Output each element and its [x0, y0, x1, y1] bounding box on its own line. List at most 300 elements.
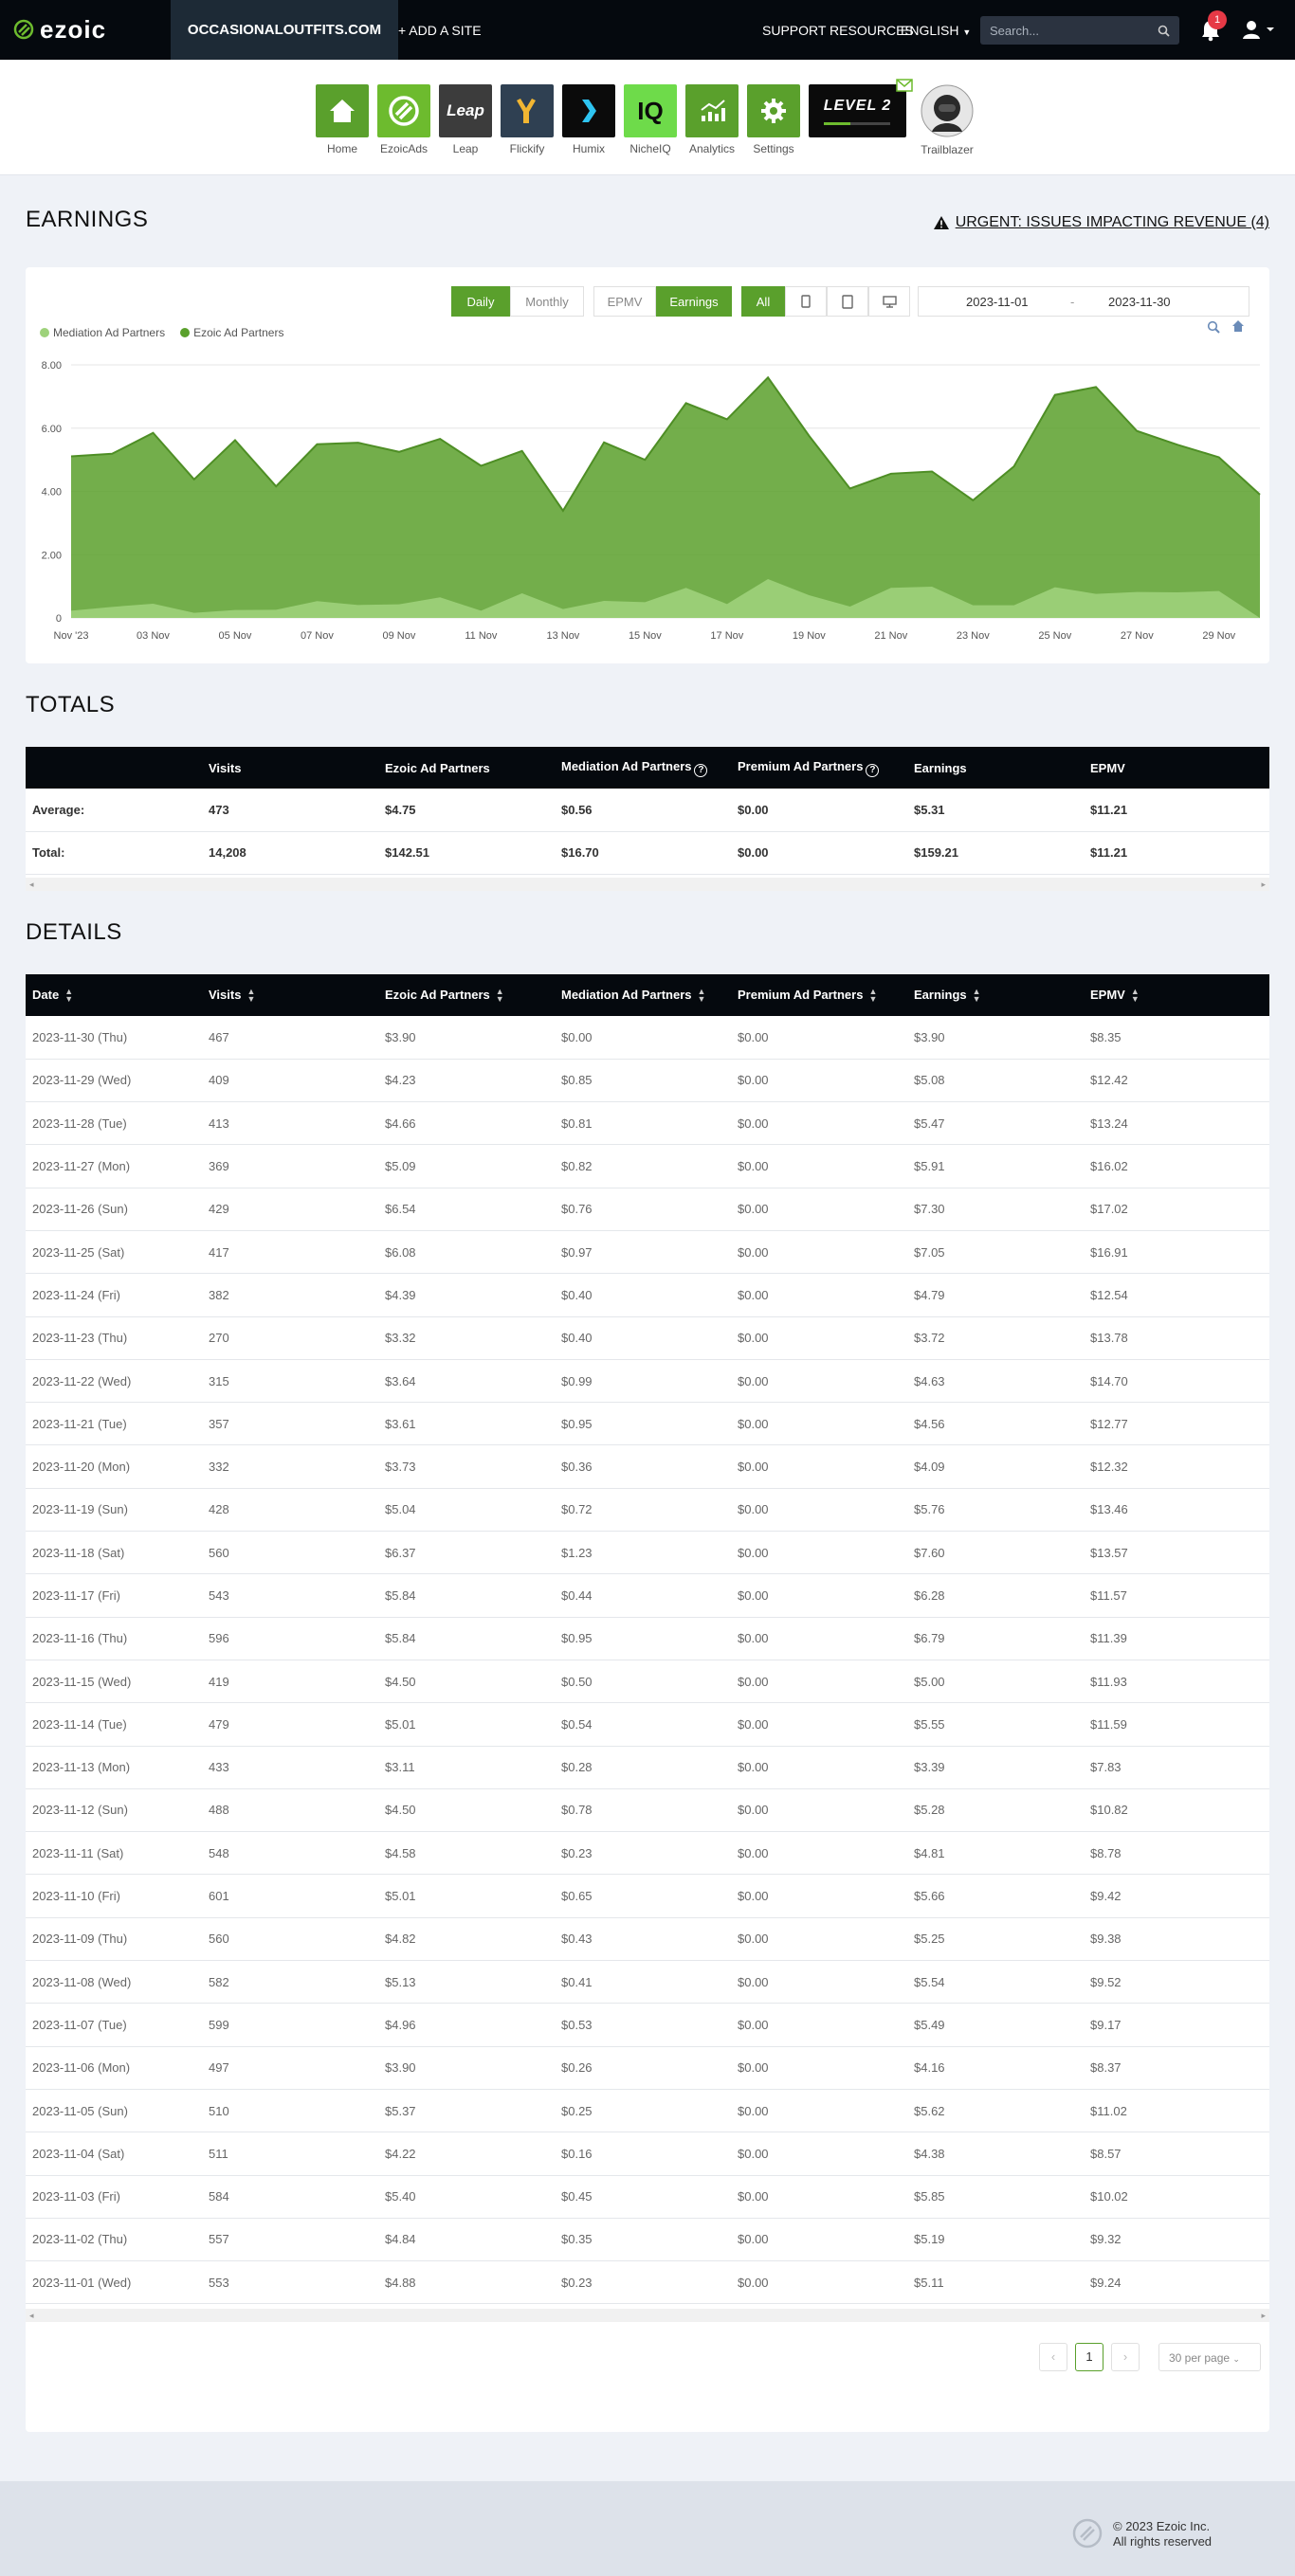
table-cell: $0.00: [731, 1403, 907, 1445]
monthly-toggle[interactable]: Monthly: [510, 286, 584, 317]
table-cell: 557: [202, 2218, 378, 2260]
table-row: [26, 2046, 1269, 2089]
app-label: NicheIQ: [629, 142, 671, 155]
table-row: [26, 1016, 1269, 1059]
desktop-toggle[interactable]: [868, 286, 910, 317]
totals-cell: $5.31: [907, 789, 1084, 831]
table-cell: $0.00: [731, 1230, 907, 1273]
table-cell: $0.65: [555, 1875, 731, 1917]
ezoic-ads-icon: [377, 84, 430, 137]
table-cell: $5.08: [907, 1059, 1084, 1101]
table-cell: $0.97: [555, 1230, 731, 1273]
table-cell: $5.47: [907, 1102, 1084, 1145]
sort-icon[interactable]: ▲ ▼: [495, 987, 504, 1005]
table-cell: 488: [202, 1788, 378, 1831]
y-tick-label: 0: [55, 613, 62, 625]
table-cell: $0.16: [555, 2132, 731, 2175]
table-row: [26, 1532, 1269, 1574]
table-cell: 2023-11-27 (Mon): [26, 1145, 202, 1188]
totals-cell: 14,208: [202, 831, 378, 874]
urgent-issues-link[interactable]: [933, 214, 1269, 231]
chart-legend: [40, 326, 283, 339]
nicheiq-icon-text: IQ: [637, 96, 664, 125]
table-cell: 543: [202, 1574, 378, 1617]
table-cell: 382: [202, 1274, 378, 1316]
table-cell: $7.05: [907, 1230, 1084, 1273]
epmv-toggle[interactable]: EPMV: [593, 286, 656, 317]
y-tick-label: 4.00: [41, 486, 62, 499]
details-horizontal-scrollbar[interactable]: [26, 2309, 1269, 2322]
details-header-col-3[interactable]: [555, 974, 731, 1016]
table-cell: 2023-11-02 (Thu): [26, 2218, 202, 2260]
app-label: Settings: [753, 142, 794, 155]
table-cell: $0.50: [555, 1660, 731, 1702]
table-row: [26, 2132, 1269, 2175]
all-devices-toggle[interactable]: All: [741, 286, 785, 317]
table-cell: 315: [202, 1359, 378, 1402]
table-cell: $0.28: [555, 1746, 731, 1788]
legend-label: Ezoic Ad Partners: [193, 326, 284, 339]
table-cell: $0.00: [731, 1274, 907, 1316]
table-cell: $3.11: [378, 1746, 555, 1788]
support-resources-link[interactable]: SUPPORT RESOURCES: [762, 23, 914, 38]
app-label: Humix: [572, 142, 605, 155]
level-badge[interactable]: [809, 84, 906, 137]
table-cell: 511: [202, 2132, 378, 2175]
totals-cell: $16.70: [555, 831, 731, 874]
table-cell: $0.00: [731, 1102, 907, 1145]
table-cell: 433: [202, 1746, 378, 1788]
totals-cell: 473: [202, 789, 378, 831]
totals-header-visits: Visits: [202, 747, 378, 789]
table-row: [26, 1403, 1269, 1445]
totals-header-earnings: Earnings: [907, 747, 1084, 789]
series-area-ezoic-ad-partners: [71, 377, 1260, 618]
table-cell: $0.99: [555, 1359, 731, 1402]
table-cell: $5.01: [378, 1875, 555, 1917]
mobile-icon: [801, 295, 811, 308]
earnings-title: EARNINGS: [26, 207, 149, 232]
table-row: [26, 1917, 1269, 1960]
table-cell: 560: [202, 1917, 378, 1960]
next-page-button[interactable]: ›: [1111, 2343, 1140, 2371]
leap-icon: [439, 84, 492, 137]
table-cell: 409: [202, 1059, 378, 1101]
table-cell: 2023-11-21 (Tue): [26, 1403, 202, 1445]
table-cell: 2023-11-08 (Wed): [26, 1961, 202, 2004]
chevron-down-icon: ⌄: [1232, 2354, 1240, 2364]
table-cell: 2023-11-09 (Thu): [26, 1917, 202, 1960]
table-cell: $0.23: [555, 1832, 731, 1875]
table-cell: $0.00: [731, 1488, 907, 1531]
header-label: Earnings: [914, 987, 967, 1002]
header-label: Ezoic Ad Partners: [385, 987, 490, 1002]
scroll-right-icon[interactable]: ▸: [1261, 880, 1266, 889]
reset-zoom-home-icon[interactable]: [1231, 319, 1245, 333]
table-cell: 417: [202, 1230, 378, 1273]
table-cell: $5.62: [907, 2089, 1084, 2132]
table-row: [26, 1230, 1269, 1273]
sort-icon[interactable]: ▲ ▼: [64, 987, 74, 1005]
legend-item-mediation[interactable]: [40, 326, 165, 339]
table-row: [26, 1660, 1269, 1702]
table-cell: $3.61: [378, 1403, 555, 1445]
table-cell: 2023-11-19 (Sun): [26, 1488, 202, 1531]
table-row: [26, 2261, 1269, 2304]
zoom-icon[interactable]: [1207, 320, 1220, 334]
totals-header-blank: [26, 747, 202, 789]
table-cell: $9.17: [1084, 2004, 1269, 2046]
table-cell: $8.37: [1084, 2046, 1269, 2089]
totals-header-premium: [731, 747, 907, 789]
table-cell: 2023-11-24 (Fri): [26, 1274, 202, 1316]
help-icon[interactable]: ?: [694, 764, 707, 777]
tablet-icon: [842, 295, 853, 309]
table-row: [26, 1617, 1269, 1660]
totals-cell: Average:: [26, 789, 202, 831]
table-cell: $8.57: [1084, 2132, 1269, 2175]
table-cell: $0.00: [731, 2261, 907, 2304]
totals-cell: $159.21: [907, 831, 1084, 874]
table-cell: $8.35: [1084, 1016, 1269, 1059]
table-cell: 2023-11-17 (Fri): [26, 1574, 202, 1617]
totals-header-ezoic: Ezoic Ad Partners: [378, 747, 555, 789]
table-cell: $11.02: [1084, 2089, 1269, 2132]
details-header-col-4[interactable]: [731, 974, 907, 1016]
mobile-toggle[interactable]: [785, 286, 827, 317]
details-table: [26, 974, 1269, 2304]
trailblazer-label: Trailblazer: [921, 143, 974, 156]
table-row: [26, 1574, 1269, 1617]
language-label: ENGLISH: [901, 23, 959, 38]
table-cell: 2023-11-13 (Mon): [26, 1746, 202, 1788]
table-cell: $0.43: [555, 1917, 731, 1960]
totals-cell: $142.51: [378, 831, 555, 874]
totals-header-epmv: EPMV: [1084, 747, 1269, 789]
table-cell: $5.00: [907, 1660, 1084, 1702]
table-row: [26, 1316, 1269, 1359]
table-cell: $0.78: [555, 1788, 731, 1831]
caret-down-icon: ▼: [962, 27, 972, 37]
scroll-left-icon[interactable]: ◂: [29, 2311, 34, 2320]
date-range-picker[interactable]: [918, 286, 1249, 317]
table-cell: $6.54: [378, 1188, 555, 1230]
table-row: [26, 1102, 1269, 1145]
table-row: [26, 2004, 1269, 2046]
table-cell: $8.78: [1084, 1832, 1269, 1875]
x-tick-label: 23 Nov: [956, 630, 990, 642]
details-header-col-5[interactable]: [907, 974, 1084, 1016]
header-label: Premium Ad Partners: [738, 758, 864, 773]
table-cell: 2023-11-01 (Wed): [26, 2261, 202, 2304]
table-row: [26, 1059, 1269, 1101]
home-icon: [316, 84, 369, 137]
y-tick-label: 2.00: [41, 550, 62, 562]
table-cell: $5.76: [907, 1488, 1084, 1531]
table-cell: $0.00: [555, 1016, 731, 1059]
table-cell: 2023-11-25 (Sat): [26, 1230, 202, 1273]
table-cell: 2023-11-23 (Thu): [26, 1316, 202, 1359]
table-row: [26, 1788, 1269, 1831]
earnings-toggle[interactable]: Earnings: [656, 286, 732, 317]
table-cell: $5.25: [907, 1917, 1084, 1960]
table-cell: 2023-11-28 (Tue): [26, 1102, 202, 1145]
help-icon[interactable]: ?: [866, 764, 879, 777]
table-row: [26, 2175, 1269, 2218]
app-label: Analytics: [688, 142, 736, 155]
table-row: [26, 1445, 1269, 1488]
x-tick-label: 05 Nov: [218, 630, 252, 642]
date-separator: -: [1070, 295, 1075, 309]
table-cell: $0.76: [555, 1188, 731, 1230]
table-cell: $5.91: [907, 1145, 1084, 1188]
table-cell: $5.19: [907, 2218, 1084, 2260]
table-cell: $11.57: [1084, 1574, 1269, 1617]
scroll-left-icon[interactable]: ◂: [29, 880, 34, 889]
app-nicheiq[interactable]: [624, 84, 677, 155]
x-tick-label: 07 Nov: [301, 630, 334, 642]
table-cell: $4.56: [907, 1403, 1084, 1445]
totals-table: [26, 747, 1269, 875]
totals-horizontal-scrollbar[interactable]: [26, 878, 1269, 891]
prev-page-button[interactable]: ‹: [1039, 2343, 1067, 2371]
table-cell: $4.16: [907, 2046, 1084, 2089]
table-cell: 2023-11-12 (Sun): [26, 1788, 202, 1831]
table-cell: $3.32: [378, 1316, 555, 1359]
table-cell: 2023-11-15 (Wed): [26, 1660, 202, 1702]
ezoic-logo[interactable]: [13, 17, 106, 42]
x-tick-label: 09 Nov: [382, 630, 416, 642]
table-cell: $0.00: [731, 1660, 907, 1702]
app-label: Home: [326, 142, 357, 155]
table-cell: 599: [202, 2004, 378, 2046]
table-cell: $0.00: [731, 1961, 907, 2004]
search-input[interactable]: Search...: [990, 23, 1040, 38]
language-dropdown[interactable]: [901, 23, 971, 38]
totals-cell: $4.75: [378, 789, 555, 831]
header-label: Mediation Ad Partners: [561, 987, 692, 1002]
table-cell: 2023-11-30 (Thu): [26, 1016, 202, 1059]
level-text: LEVEL 2: [823, 98, 892, 114]
app-label: Leap: [452, 142, 479, 155]
table-cell: $0.00: [731, 1532, 907, 1574]
user-menu[interactable]: [1242, 19, 1276, 43]
site-selector[interactable]: OCCASIONALOUTFITS.COM: [171, 0, 398, 60]
table-cell: 2023-11-14 (Tue): [26, 1703, 202, 1746]
per-page-select[interactable]: [1158, 2343, 1261, 2371]
table-cell: 2023-11-20 (Mon): [26, 1445, 202, 1488]
x-tick-label: 13 Nov: [546, 630, 580, 642]
nicheiq-icon: [624, 84, 677, 137]
sort-icon[interactable]: ▲ ▼: [868, 987, 878, 1005]
table-cell: 2023-11-16 (Thu): [26, 1617, 202, 1660]
date-to[interactable]: 2023-11-30: [1108, 295, 1171, 309]
totals-cell: $11.21: [1084, 831, 1269, 874]
header-label: Visits: [209, 987, 242, 1002]
details-header-col-1[interactable]: [202, 974, 378, 1016]
app-humix[interactable]: [562, 84, 615, 155]
table-cell: $0.00: [731, 1188, 907, 1230]
table-cell: 2023-11-06 (Mon): [26, 2046, 202, 2089]
table-cell: 601: [202, 1875, 378, 1917]
totals-cell: $0.00: [731, 831, 907, 874]
table-cell: $4.88: [378, 2261, 555, 2304]
mail-icon[interactable]: [896, 79, 913, 92]
x-tick-label: 29 Nov: [1202, 630, 1236, 642]
table-cell: $3.90: [378, 2046, 555, 2089]
table-cell: $16.91: [1084, 1230, 1269, 1273]
table-cell: $0.81: [555, 1102, 731, 1145]
date-from[interactable]: 2023-11-01: [966, 295, 1029, 309]
urgent-text: URGENT: ISSUES IMPACTING REVENUE (4): [955, 214, 1269, 230]
table-cell: $0.00: [731, 1832, 907, 1875]
table-cell: $0.00: [731, 1703, 907, 1746]
desktop-icon: [883, 296, 897, 308]
details-header-col-2[interactable]: [378, 974, 555, 1016]
rights-text: All rights reserved: [1113, 2534, 1213, 2549]
details-header-col-6[interactable]: [1084, 974, 1269, 1016]
settings-icon: [747, 84, 800, 137]
earnings-chart: [26, 351, 1269, 654]
scroll-right-icon[interactable]: ▸: [1261, 2311, 1266, 2320]
app-home[interactable]: [316, 84, 369, 155]
table-cell: $14.70: [1084, 1359, 1269, 1402]
sort-icon[interactable]: ▲ ▼: [697, 987, 706, 1005]
leap-icon-text: Leap: [447, 101, 484, 119]
table-cell: $0.00: [731, 1574, 907, 1617]
x-tick-label: 27 Nov: [1120, 630, 1154, 642]
table-cell: $3.90: [378, 1016, 555, 1059]
table-cell: $5.55: [907, 1703, 1084, 1746]
sort-icon[interactable]: ▲ ▼: [972, 987, 981, 1005]
per-page-label: 30 per page: [1169, 2351, 1231, 2365]
table-row: [26, 1746, 1269, 1788]
page-1-button[interactable]: 1: [1075, 2343, 1103, 2371]
table-cell: $0.00: [731, 1788, 907, 1831]
table-cell: $0.40: [555, 1274, 731, 1316]
table-cell: 2023-11-03 (Fri): [26, 2175, 202, 2218]
y-tick-label: 6.00: [41, 423, 62, 435]
table-cell: $0.00: [731, 1316, 907, 1359]
table-cell: $0.00: [731, 1016, 907, 1059]
table-cell: $0.00: [731, 2132, 907, 2175]
table-cell: 369: [202, 1145, 378, 1188]
table-cell: $4.63: [907, 1359, 1084, 1402]
table-cell: $0.00: [731, 1059, 907, 1101]
totals-row: [26, 831, 1269, 874]
daily-toggle[interactable]: Daily: [451, 286, 510, 317]
app-leap[interactable]: [439, 84, 492, 155]
table-cell: 2023-11-10 (Fri): [26, 1875, 202, 1917]
app-flickify[interactable]: [501, 84, 554, 155]
table-cell: 584: [202, 2175, 378, 2218]
table-cell: $11.39: [1084, 1617, 1269, 1660]
table-cell: $0.44: [555, 1574, 731, 1617]
search-icon[interactable]: [1158, 25, 1170, 37]
table-cell: $0.00: [731, 1445, 907, 1488]
table-cell: $16.02: [1084, 1145, 1269, 1188]
details-header-col-0[interactable]: [26, 974, 202, 1016]
totals-cell: Total:: [26, 831, 202, 874]
table-cell: $5.40: [378, 2175, 555, 2218]
add-site-link[interactable]: + ADD A SITE: [398, 23, 482, 38]
notification-count-badge: 1: [1208, 10, 1227, 29]
table-row: [26, 1145, 1269, 1188]
table-cell: $3.39: [907, 1746, 1084, 1788]
x-tick-label: 19 Nov: [792, 630, 826, 642]
copyright-text: © 2023 Ezoic Inc.: [1113, 2519, 1211, 2533]
app-analytics[interactable]: [685, 84, 739, 155]
table-cell: 560: [202, 1532, 378, 1574]
totals-header-mediation: [555, 747, 731, 789]
trailblazer-avatar[interactable]: [920, 84, 975, 156]
header-label: Premium Ad Partners: [738, 987, 864, 1002]
table-cell: $0.00: [731, 1617, 907, 1660]
table-cell: 553: [202, 2261, 378, 2304]
table-cell: $6.28: [907, 1574, 1084, 1617]
table-row: [26, 1961, 1269, 2004]
table-cell: $0.00: [731, 1746, 907, 1788]
table-cell: $11.93: [1084, 1660, 1269, 1702]
level-progress: [824, 122, 890, 125]
table-cell: 2023-11-18 (Sat): [26, 1532, 202, 1574]
search-box[interactable]: [980, 16, 1179, 45]
legend-item-ezoic[interactable]: [180, 326, 283, 339]
tablet-toggle[interactable]: [827, 286, 868, 317]
table-cell: 2023-11-04 (Sat): [26, 2132, 202, 2175]
table-row: [26, 1875, 1269, 1917]
table-cell: $0.00: [731, 2089, 907, 2132]
y-tick-label: 8.00: [41, 360, 62, 372]
table-cell: $4.84: [378, 2218, 555, 2260]
sort-icon[interactable]: ▲ ▼: [246, 987, 256, 1005]
table-cell: 429: [202, 1188, 378, 1230]
astronaut-icon: [921, 84, 974, 137]
table-cell: $9.32: [1084, 2218, 1269, 2260]
details-title: DETAILS: [26, 919, 122, 945]
table-cell: $4.82: [378, 1917, 555, 1960]
table-cell: $0.25: [555, 2089, 731, 2132]
sort-icon[interactable]: ▲ ▼: [1130, 987, 1140, 1005]
table-cell: $13.78: [1084, 1316, 1269, 1359]
x-tick-label: 11 Nov: [465, 630, 498, 642]
totals-row: [26, 789, 1269, 831]
app-ezoicads[interactable]: [377, 84, 430, 155]
table-cell: $12.42: [1084, 1059, 1269, 1101]
table-cell: $9.42: [1084, 1875, 1269, 1917]
table-cell: $4.38: [907, 2132, 1084, 2175]
app-launcher: [0, 60, 1295, 175]
table-cell: $9.38: [1084, 1917, 1269, 1960]
ezoic-footer-logo-icon: [1071, 2517, 1103, 2549]
table-cell: $4.22: [378, 2132, 555, 2175]
table-cell: 2023-11-26 (Sun): [26, 1188, 202, 1230]
table-cell: $0.72: [555, 1488, 731, 1531]
x-tick-label: 25 Nov: [1038, 630, 1072, 642]
table-cell: $6.37: [378, 1532, 555, 1574]
flickify-icon: [501, 84, 554, 137]
table-cell: $6.79: [907, 1617, 1084, 1660]
table-cell: $5.84: [378, 1617, 555, 1660]
table-cell: $9.52: [1084, 1961, 1269, 2004]
table-cell: 428: [202, 1488, 378, 1531]
app-settings[interactable]: [747, 84, 800, 155]
table-cell: 270: [202, 1316, 378, 1359]
table-cell: $0.00: [731, 1145, 907, 1188]
table-cell: $0.45: [555, 2175, 731, 2218]
table-cell: $4.39: [378, 1274, 555, 1316]
table-cell: $0.40: [555, 1316, 731, 1359]
